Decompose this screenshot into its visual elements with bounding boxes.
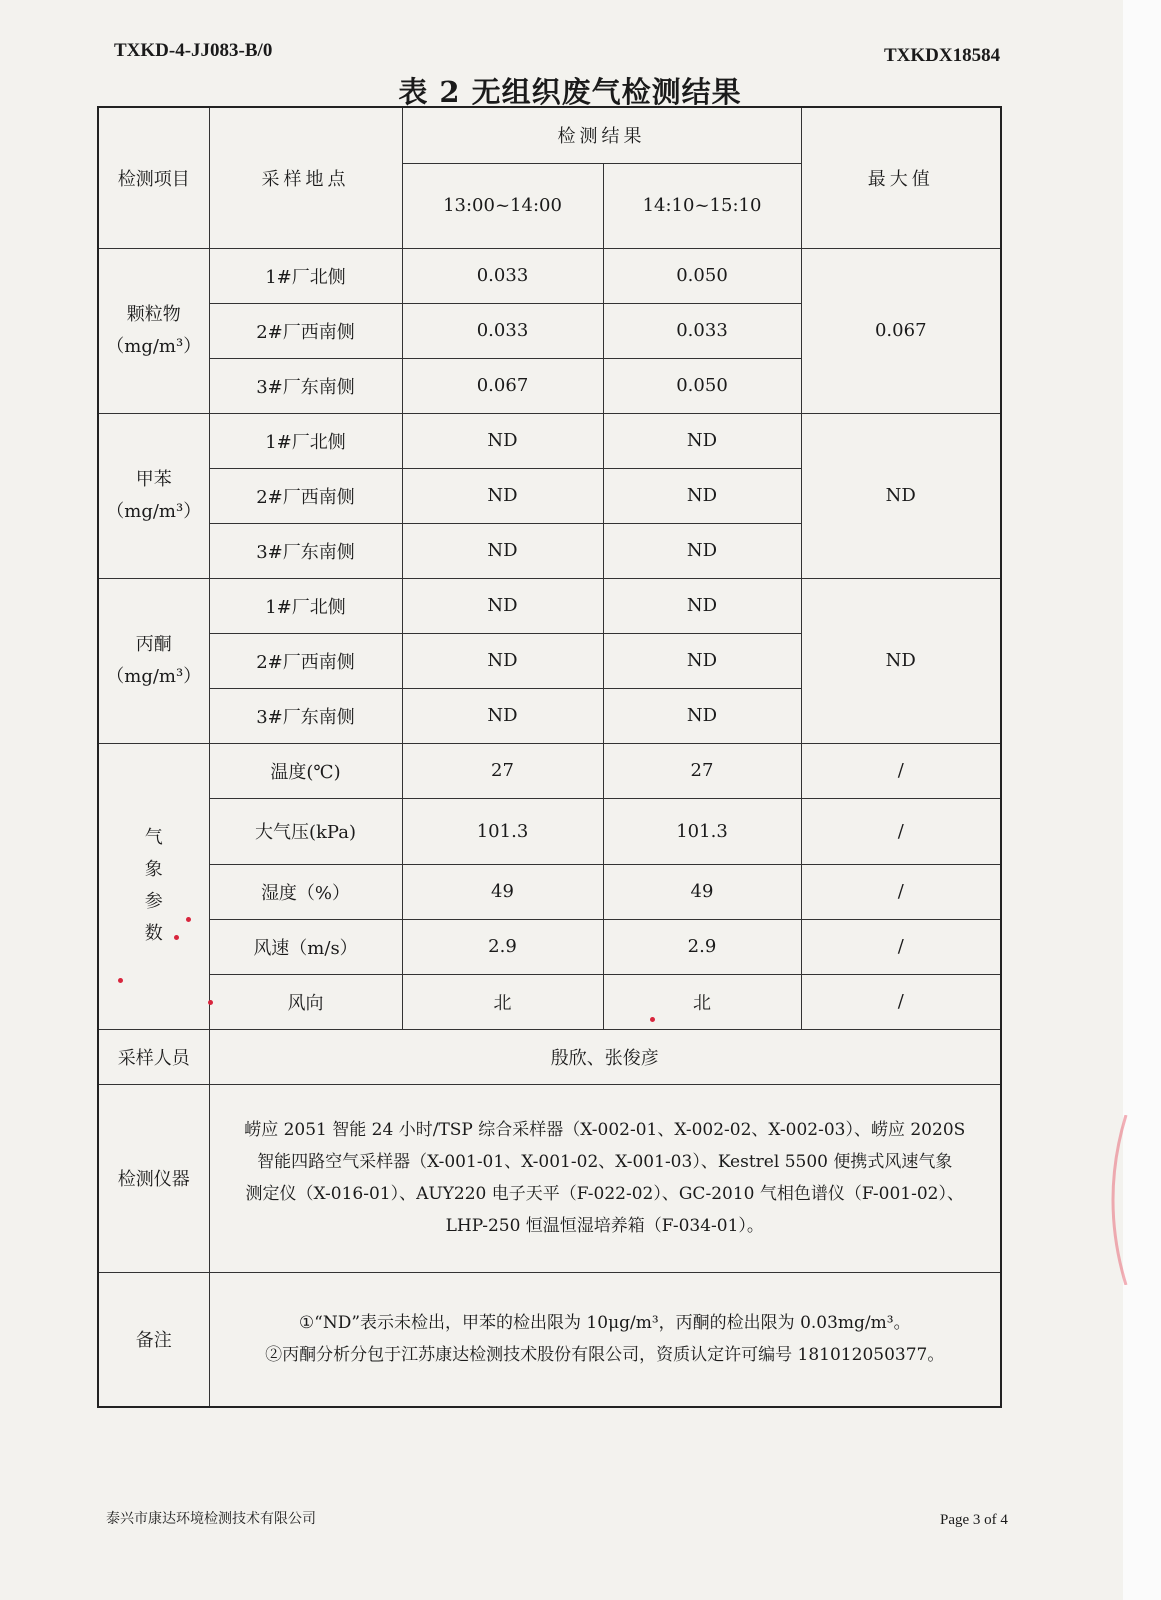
instrument-line: 崂应 2051 智能 24 小时/TSP 综合采样器（X-002-01、X-002-02、X-002-03）、崂应 2020S <box>244 1120 966 1140</box>
value-cell: 49 <box>402 864 603 919</box>
results-table <box>97 106 1002 1408</box>
group-unit: （mg/m³） <box>106 665 202 687</box>
meteo-param: 风速（m/s） <box>209 919 402 974</box>
remark-line: ①“ND”表示未检出，甲苯的检出限为 10μg/m³，丙酮的检出限为 0.03mg/m³。 <box>298 1313 911 1334</box>
site-cell: 1#厂北侧 <box>209 248 402 303</box>
meteo-char: 参 <box>144 891 163 912</box>
site-cell: 2#厂西南侧 <box>209 303 402 358</box>
value-cell: ND <box>402 413 603 468</box>
doc-code: TXKD-4-JJ083-B/0 <box>114 40 273 61</box>
site-cell: 1#厂北侧 <box>209 413 402 468</box>
max-cell: / <box>801 798 1001 864</box>
scan-edge <box>1123 0 1161 1600</box>
meteo-char: 气 <box>144 827 163 848</box>
group-cell <box>98 248 209 413</box>
value-cell: 27 <box>402 743 603 798</box>
value-cell: ND <box>402 633 603 688</box>
instrument-line: 测定仪（X-016-01）、AUY220 电子天平（F-022-02）、GC-2010 气相色谱仪（F-001-02）、 <box>245 1184 964 1204</box>
remark-line: ②丙酮分析分包于江苏康达检测技术股份有限公司，资质认定许可编号 181012050377。 <box>265 1345 945 1366</box>
remark-text <box>209 1272 1001 1407</box>
site-cell: 1#厂北侧 <box>209 578 402 633</box>
site-cell: 3#厂东南侧 <box>209 523 402 578</box>
header-max: 最大值 <box>801 107 1001 248</box>
max-cell: / <box>801 919 1001 974</box>
ink-dot <box>208 1000 213 1005</box>
page-title: 表 2 无组织废气检测结果 <box>398 75 742 109</box>
value-cell: 0.067 <box>402 358 603 413</box>
meteo-param: 湿度（%） <box>209 864 402 919</box>
max-cell: / <box>801 864 1001 919</box>
meteo-char: 象 <box>144 859 163 880</box>
instrument-line: 智能四路空气采样器（X-001-01、X-001-02、X-001-03）、Kestrel 5500 便携式风速气象 <box>257 1152 953 1172</box>
group-unit: （mg/m³） <box>106 500 202 522</box>
value-cell: ND <box>603 633 801 688</box>
footer-page: Page 3 of 4 <box>940 1512 1008 1528</box>
report-number: TXKDX18584 <box>884 45 1001 66</box>
value-cell: 49 <box>603 864 801 919</box>
meteo-char: 数 <box>144 923 163 944</box>
value-cell: 101.3 <box>603 798 801 864</box>
site-cell: 2#厂西南侧 <box>209 633 402 688</box>
meteo-param: 风向 <box>209 974 402 1029</box>
header-item: 检测项目 <box>98 107 209 248</box>
footer-company: 泰兴市康达环境检测技术有限公司 <box>106 1511 316 1527</box>
value-cell: ND <box>402 523 603 578</box>
value-cell: 0.033 <box>603 303 801 358</box>
group-name: 颗粒物 <box>126 303 181 325</box>
header-site: 采样地点 <box>209 107 402 248</box>
group-cell <box>98 413 209 578</box>
meteo-label-cell <box>98 743 209 1029</box>
sampler-value: 殷欣、张俊彦 <box>209 1029 1001 1084</box>
meteo-param: 大气压(kPa) <box>209 798 402 864</box>
value-cell: 北 <box>603 974 801 1029</box>
group-name: 丙酮 <box>135 633 172 655</box>
max-cell: ND <box>801 413 1001 578</box>
value-cell: ND <box>402 468 603 523</box>
ink-dot <box>186 917 191 922</box>
header-results: 检测结果 <box>402 107 801 163</box>
max-cell: / <box>801 974 1001 1029</box>
value-cell: ND <box>603 413 801 468</box>
value-cell: ND <box>603 523 801 578</box>
ink-dot <box>174 935 179 940</box>
value-cell: ND <box>402 688 603 743</box>
value-cell: ND <box>603 468 801 523</box>
value-cell: 2.9 <box>603 919 801 974</box>
value-cell: 101.3 <box>402 798 603 864</box>
ink-dot <box>118 978 123 983</box>
value-cell: ND <box>603 688 801 743</box>
max-cell: / <box>801 743 1001 798</box>
remark-label: 备注 <box>98 1272 209 1407</box>
group-unit: （mg/m³） <box>106 335 202 357</box>
value-cell: 0.050 <box>603 358 801 413</box>
meteo-param: 温度(℃) <box>209 743 402 798</box>
instrument-label: 检测仪器 <box>98 1084 209 1272</box>
sampler-label: 采样人员 <box>98 1029 209 1084</box>
value-cell: 2.9 <box>402 919 603 974</box>
value-cell: 0.050 <box>603 248 801 303</box>
ink-dot <box>650 1017 655 1022</box>
site-cell: 3#厂东南侧 <box>209 358 402 413</box>
value-cell: 27 <box>603 743 801 798</box>
max-cell: ND <box>801 578 1001 743</box>
value-cell: 0.033 <box>402 303 603 358</box>
value-cell: ND <box>603 578 801 633</box>
seal-stamp <box>1098 1115 1130 1285</box>
value-cell: 北 <box>402 974 603 1029</box>
site-cell: 3#厂东南侧 <box>209 688 402 743</box>
instrument-line: LHP-250 恒温恒湿培养箱（F-034-01）。 <box>445 1216 764 1236</box>
instrument-text <box>209 1084 1001 1272</box>
value-cell: ND <box>402 578 603 633</box>
header-period-2: 14:10~15:10 <box>603 163 801 248</box>
group-name: 甲苯 <box>135 468 172 490</box>
value-cell: 0.033 <box>402 248 603 303</box>
max-cell: 0.067 <box>801 248 1001 413</box>
header-period-1: 13:00~14:00 <box>402 163 603 248</box>
site-cell: 2#厂西南侧 <box>209 468 402 523</box>
group-cell <box>98 578 209 743</box>
